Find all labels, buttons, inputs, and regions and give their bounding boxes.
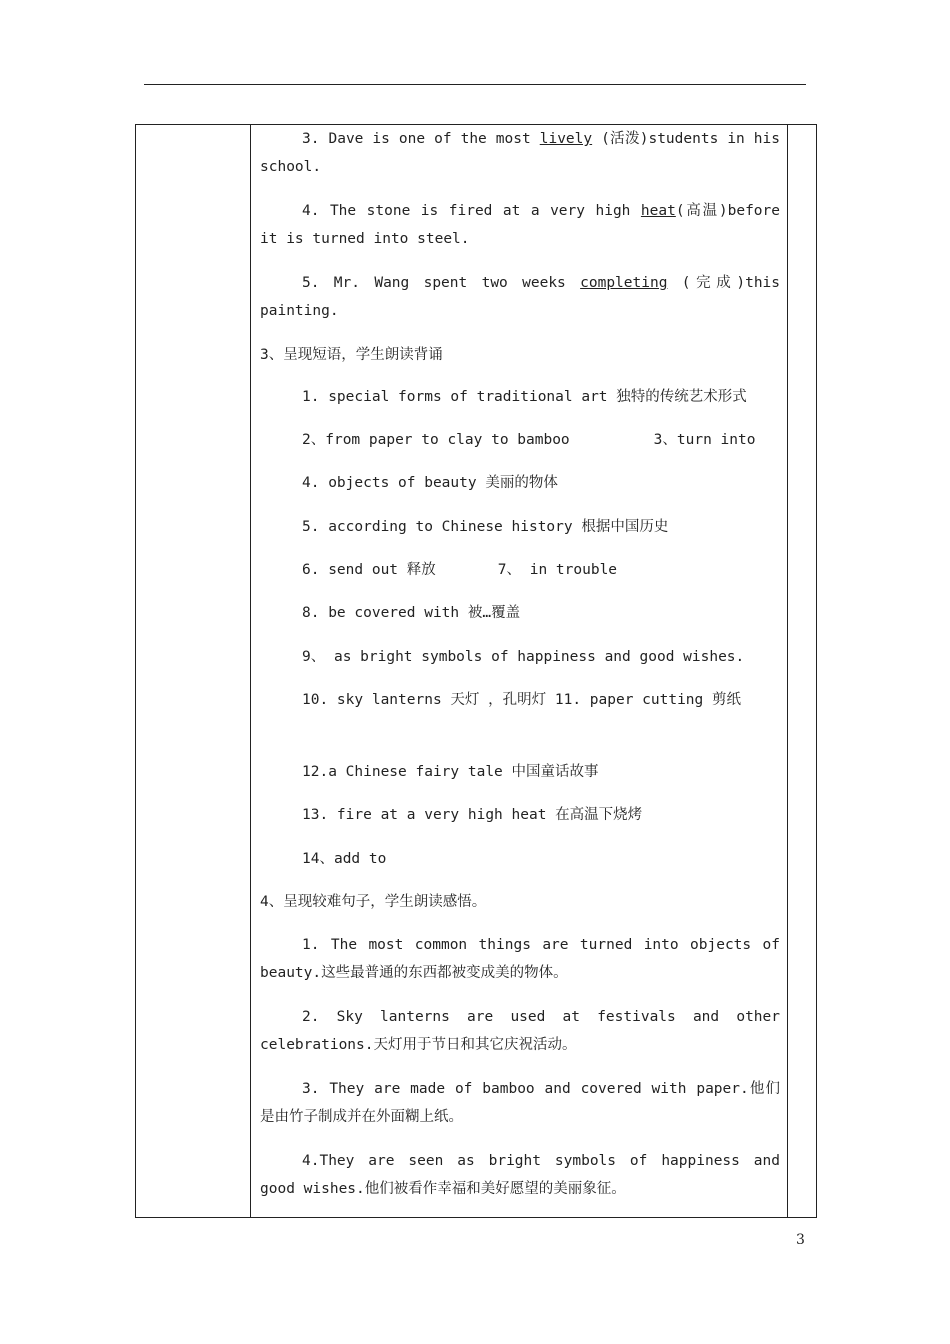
section-4-heading: 4、呈现较难句子，学生朗读感悟。 xyxy=(260,894,487,910)
phrase-item: 12.a Chinese fairy tale 中国童话故事 xyxy=(302,764,599,780)
exercise-answer: completing xyxy=(580,275,668,291)
phrase-item: 5. according to Chinese history 根据中国历史 xyxy=(302,519,669,535)
header-rule xyxy=(144,84,806,85)
phrase-item: 6. send out 释放 xyxy=(302,562,436,578)
sentence-item: 1. The most common things are turned into objects of beauty.这些最普通的东西都被变成美的物体。 xyxy=(260,937,780,981)
phrase-item: 7、 in trouble xyxy=(497,562,618,578)
column-divider-left xyxy=(250,125,251,1217)
phrase-item: 1. special forms of traditional art 独特的传统艺术形式 xyxy=(302,389,747,405)
phrase-row xyxy=(260,556,780,584)
sentence-item: 2. Sky lanterns are used at festivals and other celebrations.天灯用于节日和其它庆祝活动。 xyxy=(260,1009,780,1053)
phrase-item: 10. sky lanterns 天灯 ，孔明灯 11. paper cutting 剪纸 xyxy=(302,692,741,708)
sentence-item: 4.They are seen as bright symbols of happiness and good wishes.他们被看作幸福和美好愿望的美丽象征。 xyxy=(260,1153,780,1197)
phrase-item: 9、 as bright symbols of happiness and good wishes. xyxy=(302,649,745,665)
phrase-item: 4. objects of beauty 美丽的物体 xyxy=(302,475,558,491)
exercise-3: 3. Dave is one of the most lively (活泼)students in his school. xyxy=(260,131,780,175)
exercise-answer: lively xyxy=(539,131,593,147)
lesson-table xyxy=(135,124,817,1218)
page-number: 3 xyxy=(796,1232,805,1248)
phrase-item: 2、from paper to clay to bamboo xyxy=(302,432,570,448)
phrase-item: 3、turn into xyxy=(653,432,756,448)
column-divider-right xyxy=(787,125,788,1217)
exercise-answer: heat xyxy=(640,203,676,219)
phrase-item: 8. be covered with 被…覆盖 xyxy=(302,605,521,621)
phrase-item: 13. fire at a very high heat 在高温下烧烤 xyxy=(302,807,643,823)
phrase-row xyxy=(260,426,780,454)
sentence-item: 3. They are made of bamboo and covered with paper.他们是由竹子制成并在外面糊上纸。 xyxy=(260,1081,780,1125)
exercise-5: 5. Mr. Wang spent two weeks completing (完成)this painting. xyxy=(260,275,781,319)
phrase-item: 14、add to xyxy=(302,851,387,867)
section-3-heading: 3、呈现短语，学生朗读背诵 xyxy=(260,347,443,363)
exercise-4: 4. The stone is fired at a very high heat(高温)before it is turned into steel. xyxy=(260,203,780,247)
